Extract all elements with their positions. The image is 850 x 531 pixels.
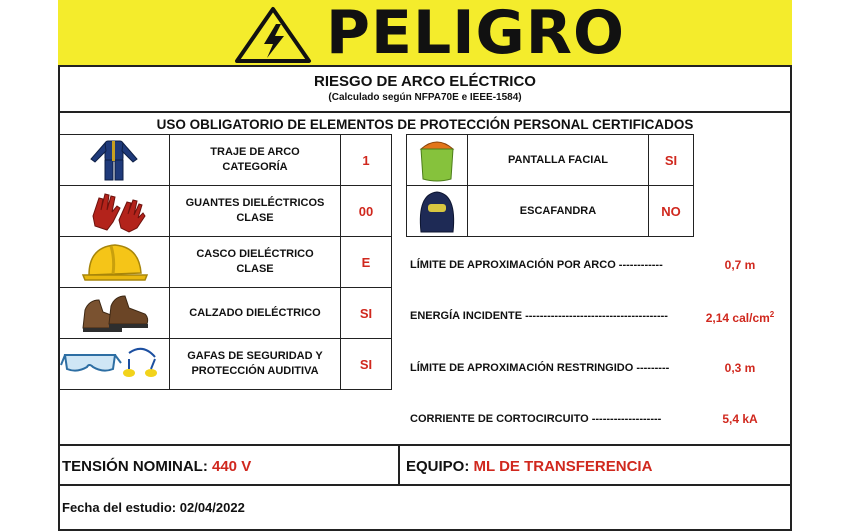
table-row <box>407 186 694 237</box>
hard-hat-icon <box>59 237 170 288</box>
restricted-limit-value: 0,3 m <box>724 361 756 375</box>
short-circuit-value: 5,4 kA <box>722 412 758 426</box>
balaclava-icon <box>407 186 468 237</box>
ppe-value: 1 <box>341 135 392 186</box>
bottom-info-row <box>58 444 792 486</box>
restricted-limit-label: LÍMITE DE APROXIMACIÓN RESTRINGIDO --------- <box>410 362 670 374</box>
approach-limit-label: LÍMITE DE APROXIMACIÓN POR ARCO ------------ <box>410 259 663 271</box>
risk-title: RIESGO DE ARCO ELÉCTRICO <box>314 73 536 90</box>
ppe-name: TRAJE DE ARCO CATEGORÍA <box>170 135 341 186</box>
table-row <box>59 288 392 339</box>
ppe-value: SI <box>649 135 694 186</box>
ppe-name: CALZADO DIELÉCTRICO <box>170 288 341 339</box>
table-row <box>59 339 392 390</box>
ppe-name: GUANTES DIELÉCTRICOS CLASE <box>170 186 341 237</box>
ppe-title: USO OBLIGATORIO DE ELEMENTOS DE PROTECCIÓN PERSONAL CERTIFICADOS <box>156 117 694 132</box>
dielectric-gloves-icon <box>59 186 170 237</box>
danger-header <box>58 0 792 67</box>
ppe-name: PANTALLA FACIAL <box>468 135 649 186</box>
study-date: Fecha del estudio: 02/04/2022 <box>62 500 245 515</box>
safety-glasses-earplugs-icon <box>59 339 170 390</box>
ppe-value: SI <box>341 288 392 339</box>
ppe-name: CASCO DIELÉCTRICO CLASE <box>170 237 341 288</box>
ppe-value: 00 <box>341 186 392 237</box>
arc-suit-icon <box>59 135 170 186</box>
table-row <box>59 186 392 237</box>
risk-title-box <box>58 67 792 113</box>
equipment: EQUIPO: ML DE TRANSFERENCIA <box>406 458 653 475</box>
table-row <box>407 135 694 186</box>
ppe-name: ESCAFANDRA <box>468 186 649 237</box>
dielectric-boots-icon <box>59 288 170 339</box>
divider <box>398 446 400 484</box>
ppe-name: GAFAS DE SEGURIDAD Y PROTECCIÓN AUDITIVA <box>170 339 341 390</box>
table-row <box>59 237 392 288</box>
incident-energy-value: 2,14 cal/$cm^2$ <box>705 310 775 325</box>
approach-limit-value: 0,7 m <box>724 258 756 272</box>
ppe-value: E <box>341 237 392 288</box>
short-circuit-label: CORRIENTE DE CORTOCIRCUITO ------------------- <box>410 413 662 425</box>
table-row <box>59 135 392 186</box>
ppe-table-right <box>406 134 694 237</box>
high-voltage-warning-icon <box>234 6 312 64</box>
face-shield-icon <box>407 135 468 186</box>
ppe-value: NO <box>649 186 694 237</box>
risk-subtitle: (Calculado según NFPA70E e IEEE-1584) <box>328 92 522 103</box>
ppe-table-left <box>58 134 392 390</box>
nominal-voltage: TENSIÓN NOMINAL: 440 V <box>62 458 252 475</box>
page-title: PELIGRO <box>326 0 625 68</box>
ppe-value: SI <box>341 339 392 390</box>
incident-energy-label: ENERGÍA INCIDENTE --------------------------------------- <box>410 310 668 322</box>
